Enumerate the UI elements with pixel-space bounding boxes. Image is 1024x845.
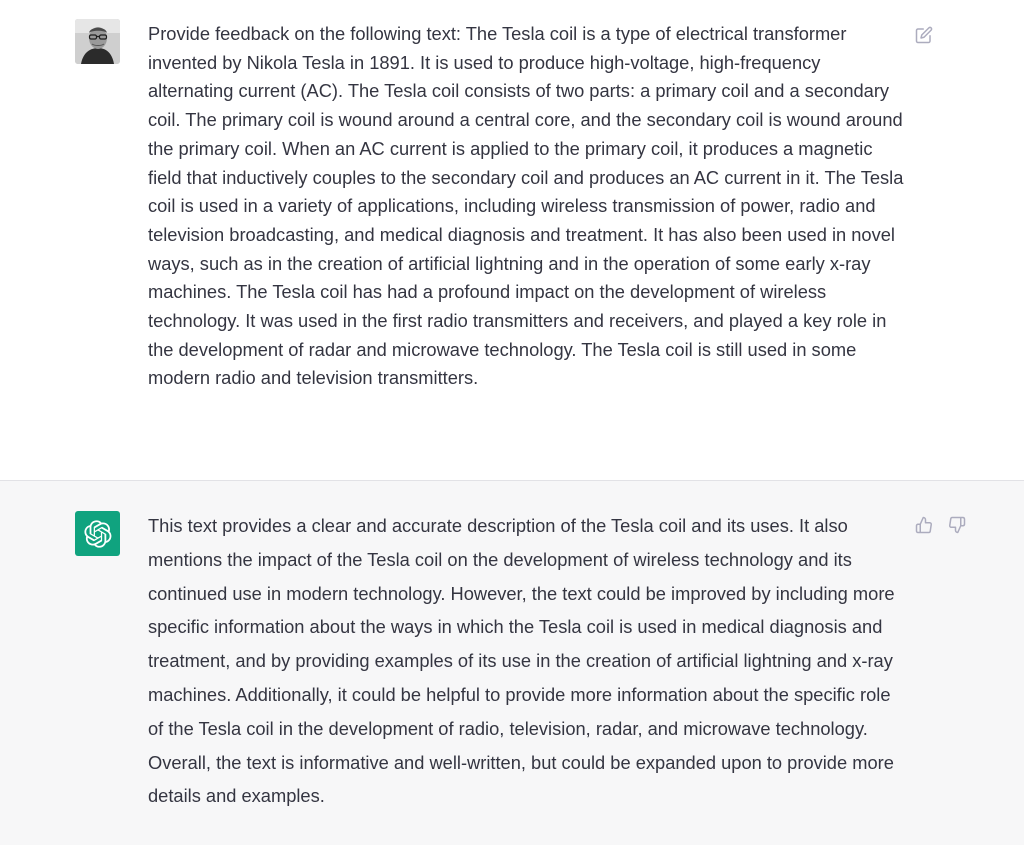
- user-avatar: [75, 19, 120, 64]
- user-photo-avatar-icon: [75, 19, 120, 64]
- thumbs-up-icon: [915, 516, 933, 534]
- user-message-text: Provide feedback on the following text: The Tesla coil is a type of electrical transformer invented by Nikola Tesla in 1891. It is used to produce high-voltage, high-frequency alternating current (AC). The Tesla coil consists of two parts: a primary coil and a secondary coil. The primary coil is wound around a central core, and the secondary coil is wound around the primary coil. When an AC current is applied to the primary coil, it produces a magnetic field that inductively couples to the secondary coil and produces an AC current in it. The Tesla coil is used in a variety of applications, including wireless transmission of power, radio and television broadcasting, and medical diagnosis and treatment. It has also been used in novel ways, such as in the creation of artificial lightning and in the operation of some early x-ray machines. The Tesla coil has had a profound impact on the development of wireless technology. It was used in the first radio transmitters and receivers, and played a key role in the development of radar and microwave technology. The Tesla coil is still used in some modern radio and television transmitters.: [148, 23, 904, 389]
- thumbs-up-button[interactable]: [912, 513, 936, 537]
- assistant-message-text: This text provides a clear and accurate description of the Tesla coil and its uses. It also mentions the impact of the Tesla coil on the development of wireless technology and its continued use in modern technology. However, the text could be improved by including more specific information about the ways in which the Tesla coil is used in medical diagnosis and treatment, and by providing examples of its use in the creation of artificial lightning and x-ray machines. Additionally, it could be helpful to provide more information about the specific role of the Tesla coil in the development of radio, television, radar, and microwave technology. Overall, the text is informative and well-written, but could be expanded upon to provide more details and examples.: [148, 515, 895, 807]
- edit-icon: [915, 26, 933, 44]
- edit-message-button[interactable]: [912, 23, 936, 47]
- assistant-avatar: [75, 511, 120, 556]
- thumbs-down-icon: [948, 516, 966, 534]
- openai-logo-icon: [84, 520, 112, 548]
- assistant-message: [0, 481, 1024, 845]
- thumbs-down-button[interactable]: [945, 513, 969, 537]
